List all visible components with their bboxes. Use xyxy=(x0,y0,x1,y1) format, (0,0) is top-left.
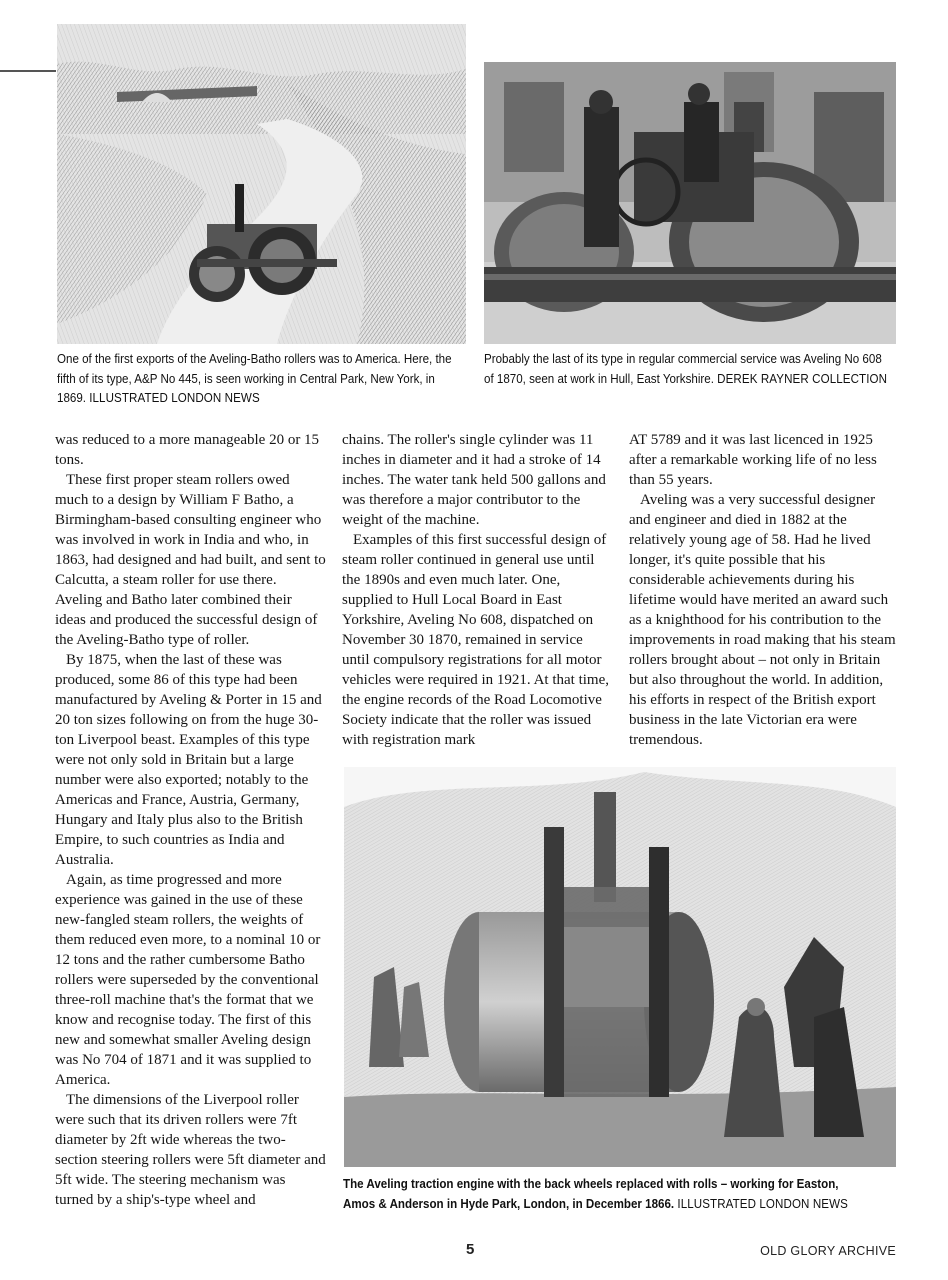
photo-central-park-engraving xyxy=(57,24,466,344)
caption-hyde-park xyxy=(343,1175,858,1214)
photo-hyde-park-engraving xyxy=(344,767,896,1167)
right-paragraph-2: Aveling was a very successful designer and engineer and died in 1882 at the relatively young age of 58. Had he lived longer, it's quite possible that his considerable achievements during his lifetime would have merited an award such as a knighthood for his contribution to the improvements in road making that his steam rollers brought about – not only in Britain but also throughout the world. In addition, his efforts in respect of the British export business in the late Victorian era were tremendous. xyxy=(629,492,896,748)
caption-central-park-text: One of the first exports of the Aveling-Batho rollers was to America. Here, the fifth of its type, A&P No 445, is seen working in Central Park, New York, in 1869. xyxy=(57,352,452,405)
caption-hull-text: Probably the last of its type in regular commercial service was Aveling No 608 of 1870, seen at work in Hull, East Yorkshire. xyxy=(484,352,882,386)
caption-hull-credit: DEREK RAYNER COLLECTION xyxy=(717,371,888,386)
left-paragraph-2: These first proper steam rollers owed much to a design by William F Batho, a Birmingham-based consulting engineer who was involved in work in India and who, in 1863, had designed and had built, and sent to Calcutta, a steam roller for use there. Aveling and Batho later combined their ideas and produced the successful design of the Aveling-Batho type of roller. xyxy=(55,472,326,648)
left-paragraph-1: was reduced to a more manageable 20 or 15 tons. xyxy=(55,432,320,468)
caption-hyde-park-text: The Aveling traction engine with the back wheels replaced with rolls – working for Easton, Amos & Anderson in Hyde Park, London, in December 1866. xyxy=(343,1177,839,1211)
top-left-rule xyxy=(0,70,56,72)
caption-central-park xyxy=(57,350,460,409)
left-paragraph-3: By 1875, when the last of these was produced, some 86 of this type had been manufactured by Aveling & Porter in 15 and 20 ton sizes following on from the huge 30-ton Liverpool beast. Examples of this type were not only sold in Britain but a large number were also exported; notably to the Americas and France, Austria, Germany, Hungary and Italy plus also to the British Empire, to such countries as India and Australia. xyxy=(55,652,322,868)
publication-name: OLD GLORY ARCHIVE xyxy=(760,1244,896,1258)
left-paragraph-5: The dimensions of the Liverpool roller were such that its driven rollers were 7ft diameter by 2ft wide whereas the two-section steering rollers were 5ft diameter and 5ft wide. The steering mechanism was turned by a ship's-type wheel and xyxy=(55,1092,326,1208)
caption-hyde-park-credit: ILLUSTRATED LONDON NEWS xyxy=(677,1196,848,1211)
middle-paragraph-2: Examples of this first successful design of steam roller continued in general use until the 1890s and even much later. One, supplied to Hull Local Board in East Yorkshire, Aveling No 608, dispatched on November 30 1870, remained in service until compulsory registrations for all motor vehicles were required in 1921. At that time, the engine records of the Road Locomotive Society indicate that the roller was issued with registration mark xyxy=(342,532,610,748)
middle-paragraph-1: chains. The roller's single cylinder was 11 inches in diameter and it had a stroke of 14 inches. The water tank held 500 gallons and was therefore a major contributor to the weight of the machine. xyxy=(342,432,606,528)
caption-hull xyxy=(484,350,892,389)
photo-hull-roller xyxy=(484,62,896,344)
article-column-middle xyxy=(342,430,613,750)
left-paragraph-4: Again, as time progressed and more experience was gained in the use of these new-fangled steam rollers, the weights of them reduced even more, to a nominal 10 or 12 tons and the rather cumbersome Batho rollers were superseded by the conventional three-roll machine that's the format that we know and recognise today. The first of this new and somewhat smaller Aveling design was No 704 of 1871 and it was supplied to America. xyxy=(55,872,321,1088)
article-column-left xyxy=(55,430,326,1210)
right-paragraph-1: AT 5789 and it was last licenced in 1925 after a remarkable working life of no less than 55 years. xyxy=(629,432,877,488)
article-column-right xyxy=(629,430,899,750)
page-number: 5 xyxy=(466,1241,475,1258)
caption-central-park-credit: ILLUSTRATED LONDON NEWS xyxy=(89,391,260,405)
